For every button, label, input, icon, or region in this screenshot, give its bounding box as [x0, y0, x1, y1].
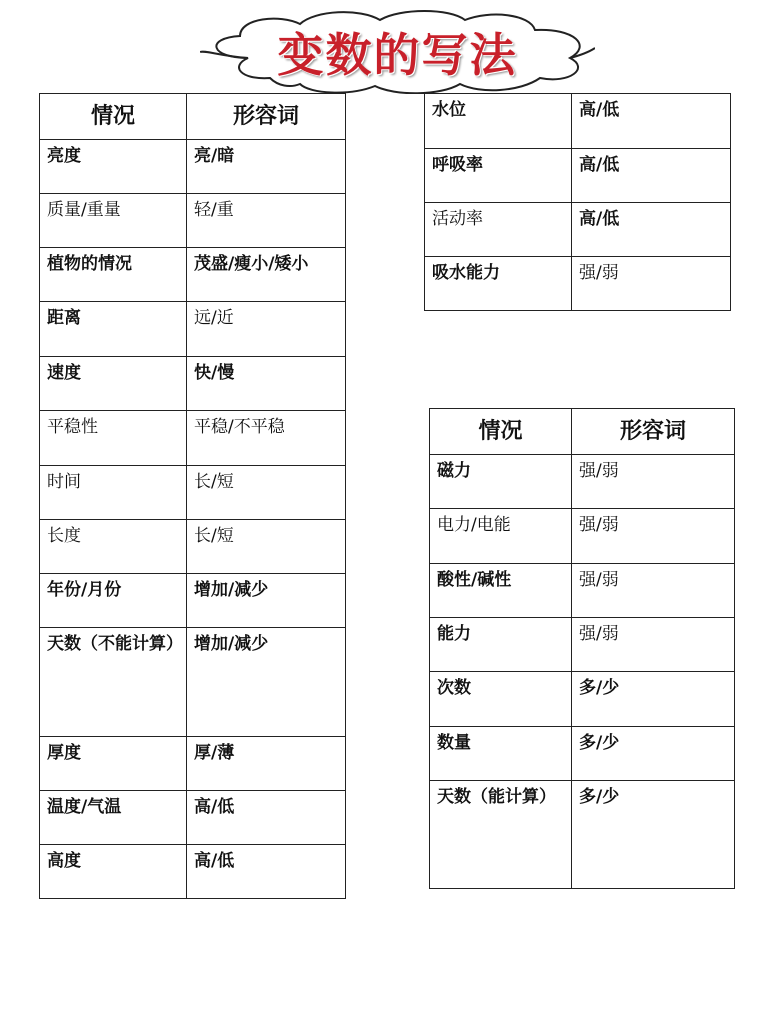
table-row	[40, 520, 346, 574]
situation-cell: 电力/电能	[430, 509, 572, 564]
situation-cell: 年份/月份	[40, 574, 187, 628]
adjective-cell: 多/少	[572, 781, 735, 889]
table-header-row	[430, 409, 735, 455]
adjective-cell: 茂盛/瘦小/矮小	[187, 248, 346, 302]
table-row	[40, 302, 346, 357]
adjective-cell: 高/低	[572, 94, 731, 149]
left-variable-table	[39, 93, 346, 899]
adjective-cell: 远/近	[187, 302, 346, 357]
adjective-cell: 轻/重	[187, 194, 346, 248]
table-row	[40, 628, 346, 737]
situation-cell: 数量	[430, 727, 572, 781]
situation-cell: 次数	[430, 672, 572, 727]
adjective-cell: 强/弱	[572, 257, 731, 311]
situation-cell: 距离	[40, 302, 187, 357]
table-row	[425, 94, 731, 149]
situation-cell: 植物的情况	[40, 248, 187, 302]
situation-cell: 质量/重量	[40, 194, 187, 248]
table-row	[40, 466, 346, 520]
table-row	[40, 574, 346, 628]
table-row	[40, 248, 346, 302]
situation-cell: 水位	[425, 94, 572, 149]
adjective-cell: 亮/暗	[187, 140, 346, 194]
adjective-cell: 厚/薄	[187, 737, 346, 791]
adjective-cell: 长/短	[187, 520, 346, 574]
header-situation: 情况	[40, 94, 187, 140]
situation-cell: 速度	[40, 357, 187, 411]
table-row	[40, 140, 346, 194]
situation-cell: 温度/气温	[40, 791, 187, 845]
table-row	[40, 845, 346, 899]
table-row	[40, 791, 346, 845]
adjective-cell: 增加/减少	[187, 574, 346, 628]
situation-cell: 时间	[40, 466, 187, 520]
table-row	[430, 727, 735, 781]
adjective-cell: 强/弱	[572, 618, 735, 672]
situation-cell: 亮度	[40, 140, 187, 194]
table-row	[40, 411, 346, 466]
situation-cell: 长度	[40, 520, 187, 574]
adjective-cell: 强/弱	[572, 455, 735, 509]
table-row	[40, 737, 346, 791]
adjective-cell: 长/短	[187, 466, 346, 520]
adjective-cell: 多/少	[572, 727, 735, 781]
adjective-cell: 增加/减少	[187, 628, 346, 737]
situation-cell: 呼吸率	[425, 149, 572, 203]
table-row	[425, 257, 731, 311]
table-row	[430, 672, 735, 727]
adjective-cell: 高/低	[187, 845, 346, 899]
page-title: 变数的写法	[277, 28, 518, 82]
table-row	[40, 194, 346, 248]
table-row	[430, 509, 735, 564]
situation-cell	[40, 628, 187, 737]
situation-cell: 厚度	[40, 737, 187, 791]
situation-text: 天数（能计算）	[437, 787, 556, 807]
right-bottom-variable-table	[429, 408, 735, 889]
situation-cell: 酸性/碱性	[430, 564, 572, 618]
adjective-cell: 高/低	[572, 203, 731, 257]
table-row	[425, 203, 731, 257]
adjective-cell: 平稳/不平稳	[187, 411, 346, 466]
table-row	[430, 455, 735, 509]
situation-text: 天数（不能计算）	[47, 634, 183, 654]
situation-cell: 磁力	[430, 455, 572, 509]
situation-cell	[430, 781, 572, 889]
adjective-cell: 多/少	[572, 672, 735, 727]
situation-cell: 能力	[430, 618, 572, 672]
right-top-variable-table	[424, 93, 731, 311]
table-row	[430, 618, 735, 672]
situation-cell: 吸水能力	[425, 257, 572, 311]
adjective-cell: 快/慢	[187, 357, 346, 411]
situation-cell: 高度	[40, 845, 187, 899]
adjective-cell: 高/低	[187, 791, 346, 845]
table-row	[40, 357, 346, 411]
header-adjective: 形容词	[187, 94, 346, 140]
table-row	[430, 781, 735, 889]
table-header-row	[40, 94, 346, 140]
adjective-cell: 强/弱	[572, 509, 735, 564]
situation-cell: 平稳性	[40, 411, 187, 466]
table-row	[425, 149, 731, 203]
title-banner	[200, 8, 595, 94]
table-row	[430, 564, 735, 618]
situation-cell: 活动率	[425, 203, 572, 257]
header-situation: 情况	[430, 409, 572, 455]
header-adjective: 形容词	[572, 409, 735, 455]
adjective-cell: 高/低	[572, 149, 731, 203]
adjective-cell: 强/弱	[572, 564, 735, 618]
